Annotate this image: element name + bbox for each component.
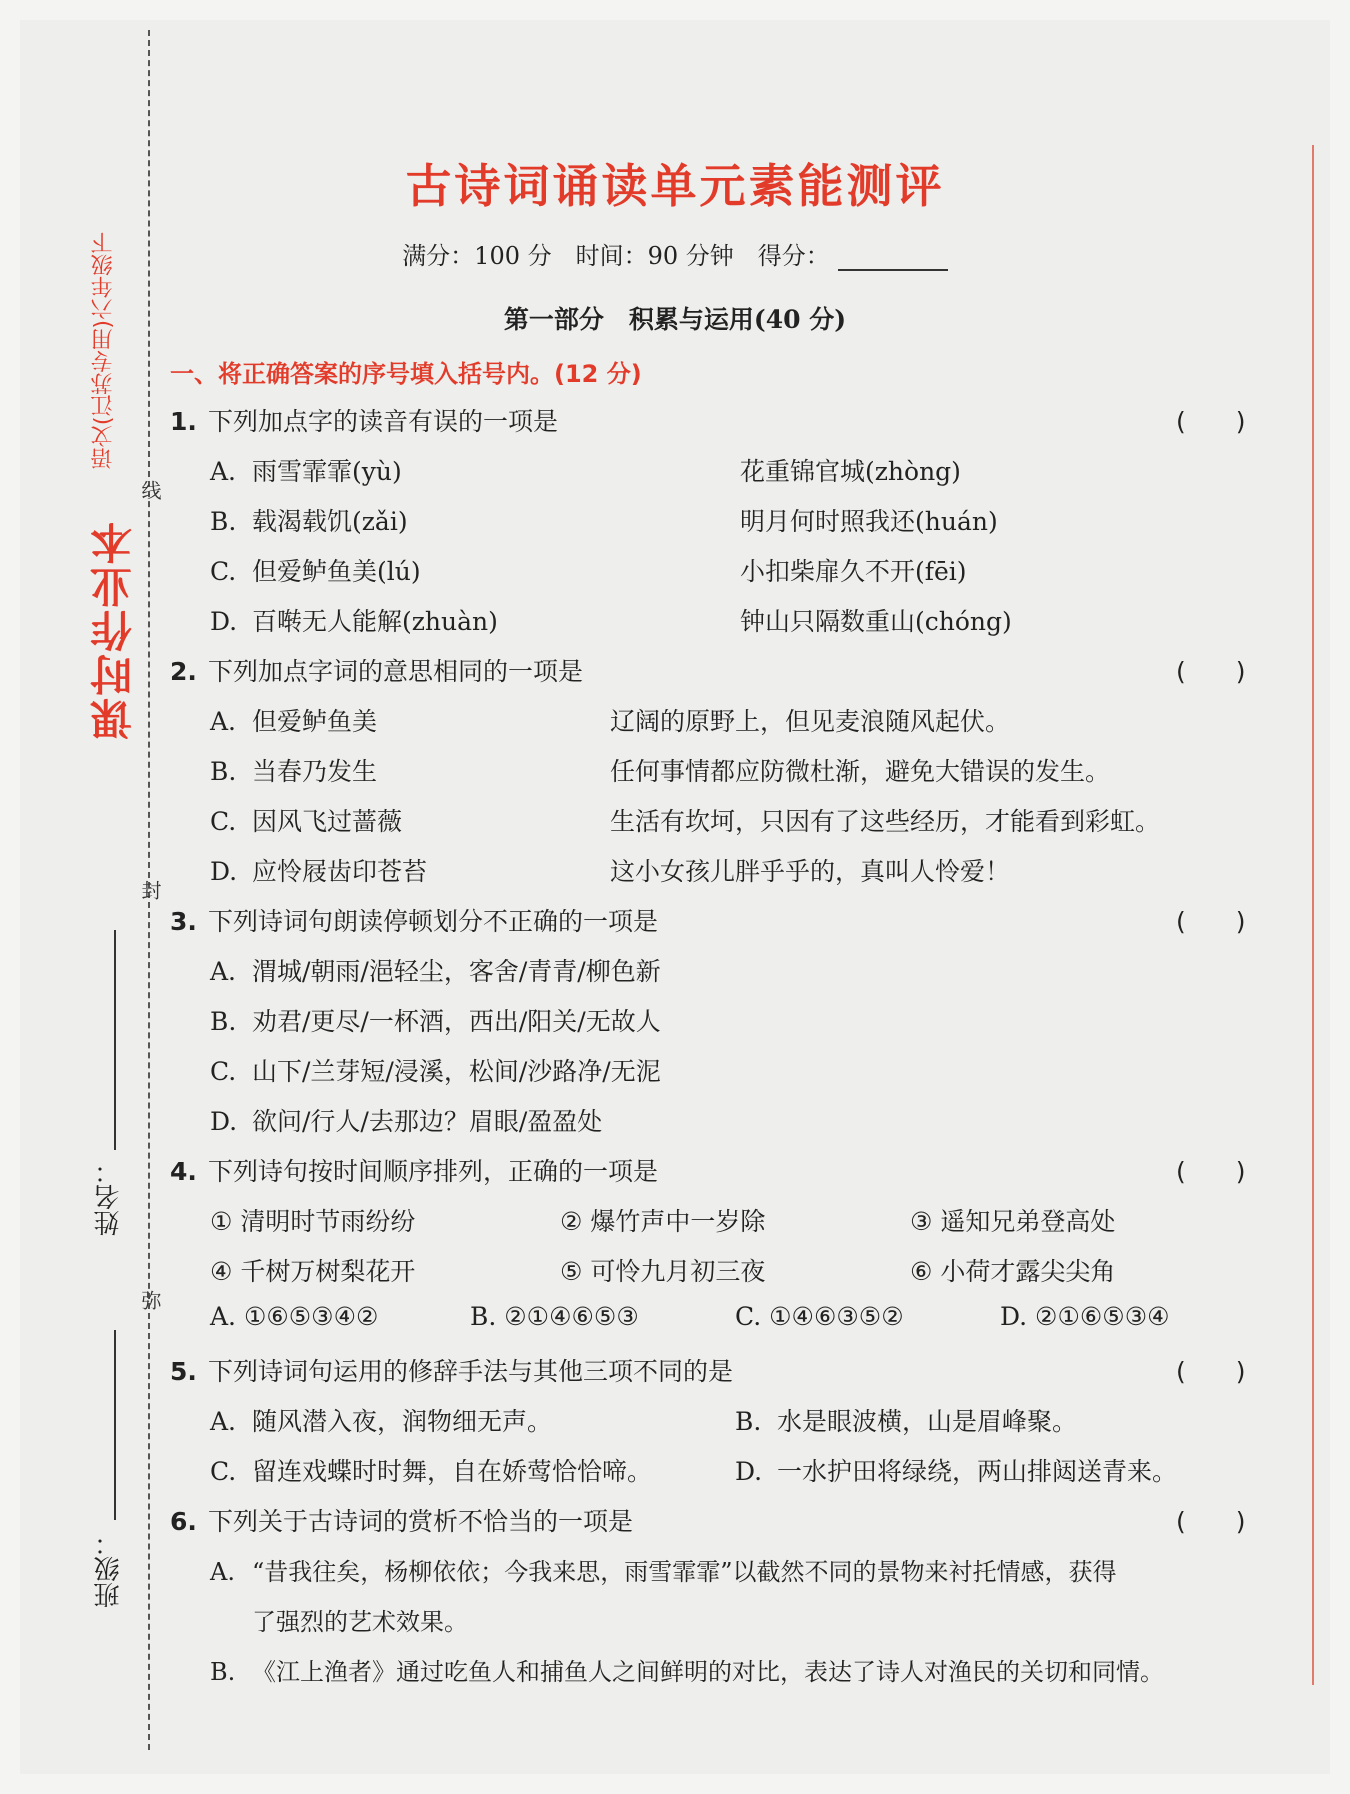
seal-text-top: 线 bbox=[138, 480, 162, 500]
option: B. 当春乃发生 bbox=[210, 757, 378, 786]
option: C. 山下/兰芽短/浸溪，松间/沙路净/无泥 bbox=[210, 1057, 661, 1086]
choice: A. ①⑥⑤③④② bbox=[210, 1302, 379, 1331]
option: C. 但爱鲈鱼美(lú) bbox=[210, 557, 421, 586]
answer-bracket[interactable]: ( ) bbox=[1176, 407, 1246, 436]
option: 钟山只隔数重山(chóng) bbox=[740, 607, 1012, 636]
poem-line: ④ 千树万树梨花开 bbox=[210, 1257, 416, 1286]
seal-text-mid: 封 bbox=[138, 880, 162, 900]
question-4 bbox=[170, 1152, 658, 1188]
question-6 bbox=[170, 1502, 633, 1538]
poem-line: ⑥ 小荷才露尖尖角 bbox=[910, 1257, 1116, 1286]
option: D. 欲问/行人/去那边？眉眼/盈盈处 bbox=[210, 1107, 603, 1136]
option: B. 劝君/更尽/一杯酒，西出/阳关/无故人 bbox=[210, 1007, 661, 1036]
option: 辽阔的原野上，但见麦浪随风起伏。 bbox=[610, 707, 1011, 736]
option: D. 一水护田将绿绕，两山排闼送青来。 bbox=[735, 1457, 1178, 1486]
option-continuation: 了强烈的艺术效果。 bbox=[252, 1608, 468, 1636]
score-field[interactable] bbox=[838, 245, 948, 271]
option: A. 但爱鲈鱼美 bbox=[210, 707, 378, 736]
poem-line: ③ 遥知兄弟登高处 bbox=[910, 1207, 1116, 1236]
question-number: 3. bbox=[170, 907, 197, 936]
option: D. 百啭无人能解(zhuàn) bbox=[210, 607, 498, 636]
question-number: 1. bbox=[170, 407, 197, 436]
right-margin-line bbox=[1312, 145, 1314, 1685]
option: A. “昔我往矣，杨柳依依；今我来思，雨雪霏霏”以截然不同的景物来衬托情感，获得 bbox=[210, 1558, 1117, 1586]
option: C. 因风飞过蔷薇 bbox=[210, 807, 403, 836]
option: 明月何时照我还(huán) bbox=[740, 507, 998, 536]
question-number: 4. bbox=[170, 1157, 197, 1186]
question-3 bbox=[170, 902, 658, 938]
question-stem: 下列诗词句运用的修辞手法与其他三项不同的是 bbox=[208, 1357, 734, 1386]
brand-logo: 课时作业本 bbox=[89, 520, 138, 740]
choice: B. ②①④⑥⑤③ bbox=[470, 1302, 639, 1331]
option: 生活有坎坷，只因有了这些经历，才能看到彩虹。 bbox=[610, 807, 1161, 836]
answer-bracket[interactable]: ( ) bbox=[1176, 1357, 1246, 1386]
answer-bracket[interactable]: ( ) bbox=[1176, 657, 1246, 686]
section-heading: 一、将正确答案的序号填入括号内。(12 分) bbox=[170, 360, 642, 388]
answer-bracket[interactable]: ( ) bbox=[1176, 1157, 1246, 1186]
exam-meta bbox=[0, 236, 1350, 271]
option: 花重锦官城(zhòng) bbox=[740, 457, 961, 486]
option: C. 留连戏蝶时时舞，自在娇莺恰恰啼。 bbox=[210, 1457, 653, 1486]
question-number: 6. bbox=[170, 1507, 197, 1536]
question-stem: 下列加点字词的意思相同的一项是 bbox=[208, 657, 584, 686]
name-field[interactable] bbox=[114, 930, 116, 1150]
option: 小扣柴扉久不开(fēi) bbox=[740, 557, 967, 586]
seal-text-bottom: 弥 bbox=[138, 1290, 162, 1310]
question-number: 2. bbox=[170, 657, 197, 686]
answer-bracket[interactable]: ( ) bbox=[1176, 907, 1246, 936]
option: B. 载渴载饥(zǎi) bbox=[210, 507, 408, 536]
option: A. 随风潜入夜，润物细无声。 bbox=[210, 1407, 553, 1436]
class-label: 班级： bbox=[94, 1530, 124, 1608]
option: B. 《江上渔者》通过吃鱼人和捕鱼人之间鲜明的对比，表达了诗人对渔民的关切和同情。 bbox=[210, 1658, 1164, 1686]
series-label: 语文(江苏专用)六年级下 bbox=[91, 232, 116, 470]
option: 任何事情都应防微杜渐，避免大错误的发生。 bbox=[610, 757, 1111, 786]
question-2 bbox=[170, 652, 583, 688]
option: 这小女孩儿胖乎乎的，真叫人怜爱！ bbox=[610, 857, 1011, 886]
choice: D. ②①⑥⑤③④ bbox=[1000, 1302, 1170, 1331]
option: D. 应怜屐齿印苍苔 bbox=[210, 857, 428, 886]
meta-text: 满分：100 分 时间：90 分钟 得分： bbox=[402, 242, 830, 270]
answer-bracket[interactable]: ( ) bbox=[1176, 1507, 1246, 1536]
poem-line: ⑤ 可怜九月初三夜 bbox=[560, 1257, 766, 1286]
option: A. 雨雪霏霏(yù) bbox=[210, 457, 402, 486]
question-stem: 下列诗词句朗读停顿划分不正确的一项是 bbox=[208, 907, 659, 936]
poem-line: ② 爆竹声中一岁除 bbox=[560, 1207, 766, 1236]
name-label: 姓名： bbox=[94, 1158, 124, 1236]
part-heading: 第一部分 积累与运用(40 分) bbox=[503, 305, 847, 334]
question-5 bbox=[170, 1352, 733, 1388]
class-field[interactable] bbox=[114, 1330, 116, 1520]
poem-line: ① 清明时节雨纷纷 bbox=[210, 1207, 416, 1236]
option: A. 渭城/朝雨/浥轻尘，客舍/青青/柳色新 bbox=[210, 957, 661, 986]
question-stem: 下列诗句按时间顺序排列，正确的一项是 bbox=[208, 1157, 659, 1186]
question-1 bbox=[170, 402, 558, 438]
choice: C. ①④⑥③⑤② bbox=[735, 1302, 904, 1331]
question-number: 5. bbox=[170, 1357, 197, 1386]
page-title: 古诗词诵读单元素能测评 bbox=[405, 159, 945, 213]
question-stem: 下列关于古诗词的赏析不恰当的一项是 bbox=[208, 1507, 634, 1536]
question-stem: 下列加点字的读音有误的一项是 bbox=[208, 407, 559, 436]
option: B. 水是眼波横，山是眉峰聚。 bbox=[735, 1407, 1078, 1436]
